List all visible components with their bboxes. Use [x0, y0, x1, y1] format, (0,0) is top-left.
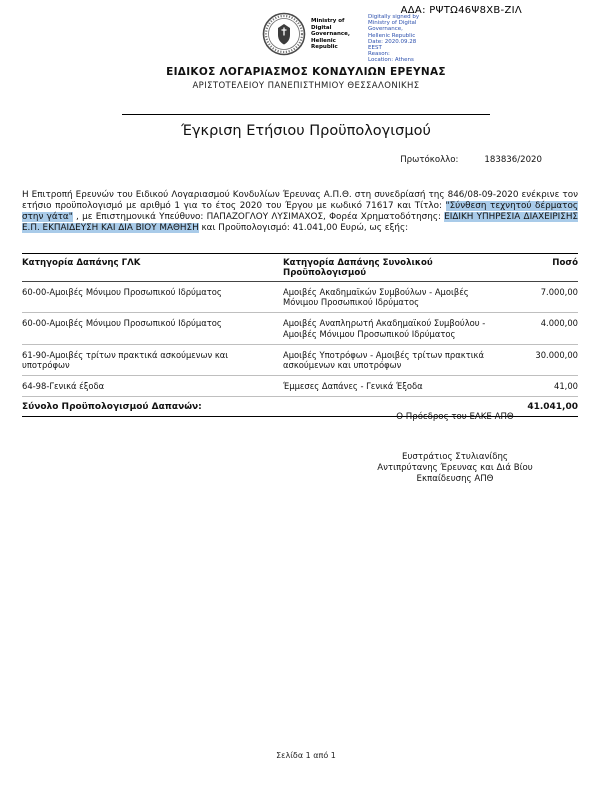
signatory-block	[330, 452, 580, 485]
ada-value: ΡΨΤΩ46Ψ8ΧΒ-ΖΙΛ	[429, 5, 522, 16]
digital-signature-stamp	[262, 12, 430, 64]
total-label: Σύνολο Προϋπολογισμού Δαπανών:	[22, 402, 202, 413]
body-text-highlighted: "Σύνθεση τεχνητού δέρματος στην γάτα"	[22, 200, 578, 222]
signatory-name: Ευστράτιος Στυλιανίδης	[402, 452, 508, 462]
page-title: Έγκριση Ετήσιου Προϋπολογισμού	[181, 123, 431, 139]
organization-name: ΕΙΔΙΚΟΣ ΛΟΓΑΡΙΑΣΜΟΣ ΚΟΝΔΥΛΙΩΝ ΕΡΕΥΝΑΣ	[166, 66, 446, 78]
digital-signature-line: Reason:	[368, 51, 390, 58]
body-text: και Προϋπολογισμό: 41.041,00 Ευρώ, ως εξής:	[198, 222, 409, 233]
ada-label: ΑΔΑ:	[400, 5, 426, 16]
signatory-title-line2: Εκπαίδευσης ΑΠΘ	[416, 474, 494, 484]
protocol-value: 183836/2020	[484, 155, 542, 165]
header-divider	[122, 114, 490, 115]
row-budget-category: Αμοιβές Ακαδημαϊκών Συμβούλων - Αμοιβές Μόνιμου Προσωπικού Ιδρύματος	[283, 287, 469, 308]
body-text-highlighted: ΕΙΔΙΚΗ ΥΠΗΡΕΣΙΑ ΔΙΑΧΕΙΡΙΣΗΣ Ε.Π. ΕΚΠΑΙΔΕΥΣΗ ΚΑΙ ΔΙΑ ΒΙΟΥ ΜΑΘΗΣΗ	[22, 211, 578, 233]
row-amount: 4.000,00	[540, 318, 578, 329]
body-text: Η Επιτροπή Ερευνών του Ειδικού Λογαριασμού Κονδυλίων Έρευνας Α.Π.Θ. στη συνεδρίασή της 846/08-09-2020 ενέκρινε τον ετήσιο προϋπολογισμό με αριθμό 1 για το έτος 2020 του Έργου με κωδικό 71617 και Τίτλο:	[22, 190, 578, 211]
table-row	[22, 345, 578, 376]
digital-signature-line: Hellenic Republic	[368, 32, 416, 39]
budget-table-body	[22, 282, 578, 397]
president-role-line: Ο Πρόεδρος του ΕΛΚΕ ΑΠΘ	[396, 412, 514, 422]
digital-signature-line: Location: Athens	[368, 57, 414, 64]
table-header-amount: Ποσό	[552, 258, 578, 268]
row-amount: 41,00	[554, 381, 578, 392]
digital-signature-text	[368, 12, 430, 64]
organization-header	[0, 66, 612, 91]
row-amount: 30.000,00	[535, 349, 578, 360]
ministry-seal-icon	[262, 12, 306, 56]
table-header-row	[22, 253, 578, 282]
row-glk-category: 64-98-Γενικά έξοδα	[22, 381, 105, 392]
table-row	[22, 313, 578, 344]
protocol-row	[400, 155, 542, 165]
row-budget-category: Έμμεσες Δαπάνες - Γενικά Έξοδα	[283, 381, 423, 392]
digital-signature-line: EEST	[368, 45, 382, 52]
digital-signature-line: Governance,	[368, 26, 403, 33]
row-glk-category: 61-90-Αμοιβές τρίτων πρακτικά ασκούμενων και υποτρόφων	[22, 349, 229, 371]
table-row	[22, 376, 578, 397]
digital-signature-line: Ministry of Digital	[368, 20, 417, 27]
body-paragraph	[22, 190, 578, 234]
total-amount: 41.041,00	[527, 402, 578, 413]
signatory-title-line1: Αντιπρύτανης Έρευνας και Διά Βίου	[377, 463, 533, 473]
university-name: ΑΡΙΣΤΟΤΕΛΕΙΟΥ ΠΑΝΕΠΙΣΤΗΜΙΟΥ ΘΕΣΣΑΛΟΝΙΚΗΣ	[192, 81, 420, 91]
digital-signature-line: Digitally signed by	[368, 14, 420, 20]
row-budget-category: Αμοιβές Υποτρόφων - Αμοιβές τρίτων πρακτικά ασκούμενων και υποτρόφων	[283, 349, 484, 371]
table-header-glk: Κατηγορία Δαπάνης ΓΛΚ	[22, 258, 141, 268]
table-row	[22, 282, 578, 313]
ministry-name-line: Ministry of Digital	[311, 18, 345, 31]
budget-table	[22, 253, 578, 417]
page-number: Σελίδα 1 από 1	[276, 751, 336, 760]
digital-signature-line: Date: 2020.09.28	[368, 38, 417, 45]
row-glk-category: 60-00-Αμοιβές Μόνιμου Προσωπικού Ιδρύματος	[22, 318, 222, 329]
row-glk-category: 60-00-Αμοιβές Μόνιμου Προσωπικού Ιδρύματος	[22, 287, 222, 297]
table-header-category: Κατηγορία Δαπάνης Συνολικού Προϋπολογισμού	[283, 258, 433, 278]
body-text: , με Επιστημονικά Υπεύθυνο: ΠΑΠΑΖΟΓΛΟΥ ΛΥΣΙΜΑΧΟΣ, Φορέα Χρηματοδότησης:	[72, 211, 445, 222]
row-budget-category: Αμοιβές Αναπληρωτή Ακαδημαϊκού Συμβούλου - Αμοιβές Μόνιμου Προσωπικού Ιδρύματος	[283, 318, 486, 339]
ministry-name-line: Governance,	[311, 31, 350, 38]
protocol-label: Πρωτόκολλο:	[400, 155, 459, 165]
ministry-name-text	[311, 12, 363, 51]
ministry-name-line: Hellenic Republic	[311, 37, 338, 51]
row-amount: 7.000,00	[540, 287, 578, 297]
